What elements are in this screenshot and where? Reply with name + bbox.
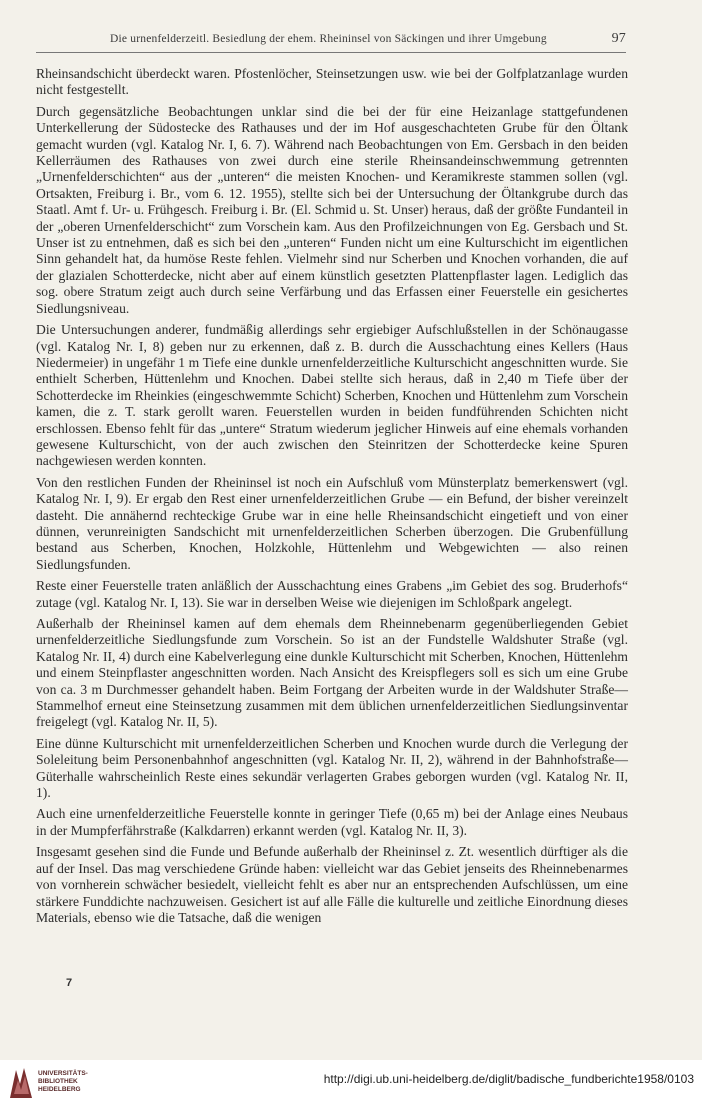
paragraph: Eine dünne Kulturschicht mit urnenfelderzeitlichen Scherben und Knochen wurde durch die Verlegung der Soleleitung beim Personenbahnhof angeschnitten (vgl. Katalog Nr. II, 2), während in der Bahnhofstraße—Güterhalle wahrscheinlich Reste eines sekundär verlagerten Grabes geborgen wurden (vgl. Katalog Nr. II, 1). (36, 735, 628, 801)
paragraph: Insgesamt gesehen sind die Funde und Befunde außerhalb der Rheininsel z. Zt. wesentlich dürftiger als die auf der Insel. Das mag verschiedene Gründe haben: vielleicht war das Gebiet jenseits des Rheinnebenarmes von vornherein schwächer besiedelt, vielleicht fehlt es aber nur an entsprechenden Aufschlüssen, um eine stärkere Funddichte nachzuweisen. Gesichert ist auf alle Fälle die kulturelle und zeitliche Einordnung dieses Materials, ebenso wie die Tatsache, daß die wenigen (36, 844, 628, 925)
library-name (38, 1070, 88, 1094)
paragraph: Reste einer Feuerstelle traten anläßlich der Ausschachtung eines Grabens „im Gebiet des sog. Bruderhofs“ zutage (vgl. Katalog Nr. I, 13). Sie war in derselben Weise wie diejenigen im Schloßpark angelegt. (36, 578, 628, 610)
library-logo (8, 1064, 108, 1102)
source-url-link[interactable]: http://digi.ub.uni-heidelberg.de/diglit/badische_fundberichte1958/0103 (323, 1072, 694, 1086)
paragraph: Außerhalb der Rheininsel kamen auf dem ehemals dem Rheinnebenarm gegenüberliegenden Gebiet urnenfelderzeitliche Siedlungsfunde zum Vorschein. So ist an der Fundstelle Waldshuter Straße (vgl. Katalog Nr. II, 4) durch eine Kabelverlegung eine dunkle Kulturschicht mit Scherben, Knochen, Hüttenlehm und einem Steinpflaster angeschnitten worden. Nach Ansicht des Kreispflegers soll es sich um eine Grube von ca. 3 m Durchmesser gehandelt haben. Beim Fortgang der Arbeiten wurde in der Waldshuter Straße—Stammelhof erneut eine Steinsetzung zusammen mit dem üblichen urnenfelderzeitlichen Siedlungsinventar freigelegt (vgl. Katalog Nr. II, 5). (36, 616, 628, 730)
paragraph: Auch eine urnenfelderzeitliche Feuerstelle konnte in geringer Tiefe (0,65 m) bei der Anlage eines Neubaus in der Mumpferfährstraße (Kalkdarren) erkannt werden (vgl. Katalog Nr. II, 3). (36, 806, 628, 838)
header-rule (36, 52, 626, 53)
library-line: HEIDELBERG (38, 1086, 81, 1093)
page-number: 97 (611, 31, 626, 46)
paragraph: Von den restlichen Funden der Rheininsel ist noch ein Aufschluß vom Münsterplatz bemerkenswert (vgl. Katalog Nr. I, 9). Er ergab den Rest einer urnenfelderzeitlichen Grube — ein Befund, der bisher vereinzelt dasteht. Die annähernd rechteckige Grube war in eine helle Rheinsandschicht eingetieft und von einer dünnen, verunreinigten Sandschicht mit urnenfelderzeitlichen Scherben überzogen. Die Grubenfüllung bestand aus Scherben, Knochen, Holzkohle, Hüttenlehm und Webgewichten — also reinen Siedlungsfunden. (36, 474, 628, 572)
footer-bar (0, 1060, 702, 1105)
paragraph: Rheinsandschicht überdeckt waren. Pfostenlöcher, Steinsetzungen usw. wie bei der Golfplatzanlage wurden nicht festgestellt. (36, 66, 628, 98)
body-text (36, 66, 628, 931)
paragraph: Durch gegensätzliche Beobachtungen unklar sind die bei der für eine Heizanlage stattgefundenen Unterkellerung der Südostecke des Rathauses und der im Hof ausgeschachteten Grube für den Öltank gemacht wurden (vgl. Katalog Nr. I, 6. 7). Während nach Beobachtungen von Em. Gersbach in den beiden Kellerräumen des Rathauses von zwei durch eine sterile Rheinsandeinschwemmung getrennten „Urnenfelderschichten“ aus der „unteren“ die meisten Knochen- und Keramikreste stammen sollen (vgl. Ortsakten, Freiburg i. Br., vom 6. 12. 1955), stellte sich bei der Untersuchung der Öltankgrube durch das Staatl. Amt f. Ur- u. Frühgesch. Freiburg i. Br. (El. Schmid u. St. Unser) heraus, daß der größte Fundanteil in der „oberen Urnenfelderschicht“ zum Vorschein kam. Aus den Profilzeichnungen von Eg. Gersbach und St. Unser ist zu entnehmen, daß es sich bei den „unteren“ Funden nicht um eine Kulturschicht im eigentlichen Sinn gehandelt hat, da humöse Reste fehlen. Vielmehr sind nur Scherben und Knochen vorhanden, die auf der glazialen Schotterdecke, nicht aber auf einem künstlich gesetzten Plattenpflaster lagen. Lediglich das sog. obere Stratum zeigt auch durch seine Verfärbung und das Erfassen einer Feuerstelle ein gesichertes Siedlungsniveau. (36, 103, 628, 316)
library-seal-icon (8, 1066, 34, 1100)
library-line: BIBLIOTHEK (38, 1078, 78, 1085)
running-head (36, 31, 626, 49)
running-title: Die urnenfelderzeitl. Besiedlung der ehem. Rheininsel von Säckingen und ihrer Umgebung (110, 33, 547, 45)
signature-mark: 7 (66, 977, 73, 989)
library-line: UNIVERSITÄTS- (38, 1070, 88, 1077)
paragraph: Die Untersuchungen anderer, fundmäßig allerdings sehr ergiebiger Aufschlußstellen in der Schönaugasse (vgl. Katalog Nr. I, 8) geben nur zu erkennen, daß z. B. durch die Ausschachtung eines Kellers (Haus Niedermeier) in ungefähr 1 m Tiefe eine dunkle urnenfelderzeitliche Kulturschicht angeschnitten wurde. Sie enthielt Scherben, Hüttenlehm und Knochen. Dabei stellte sich heraus, daß in 2,40 m Tiefe über der Schotterdecke im Rheinkies (eingeschwemmte Schicht) Scherben, Knochen und Hüttenlehm zum Vorschein kamen, die z. T. stark gerollt waren. Feuerstellen wurden in beiden fundführenden Schichten nicht erschlossen. Ebenso fehlt für das „untere“ Stratum wiederum jeglicher Hinweis auf eine ehemals vorhanden gewesene Kulturschicht, von der auch zwischen den Steinritzen der Schotterdecke keine Spuren nachgewiesen werden konnten. (36, 322, 628, 469)
